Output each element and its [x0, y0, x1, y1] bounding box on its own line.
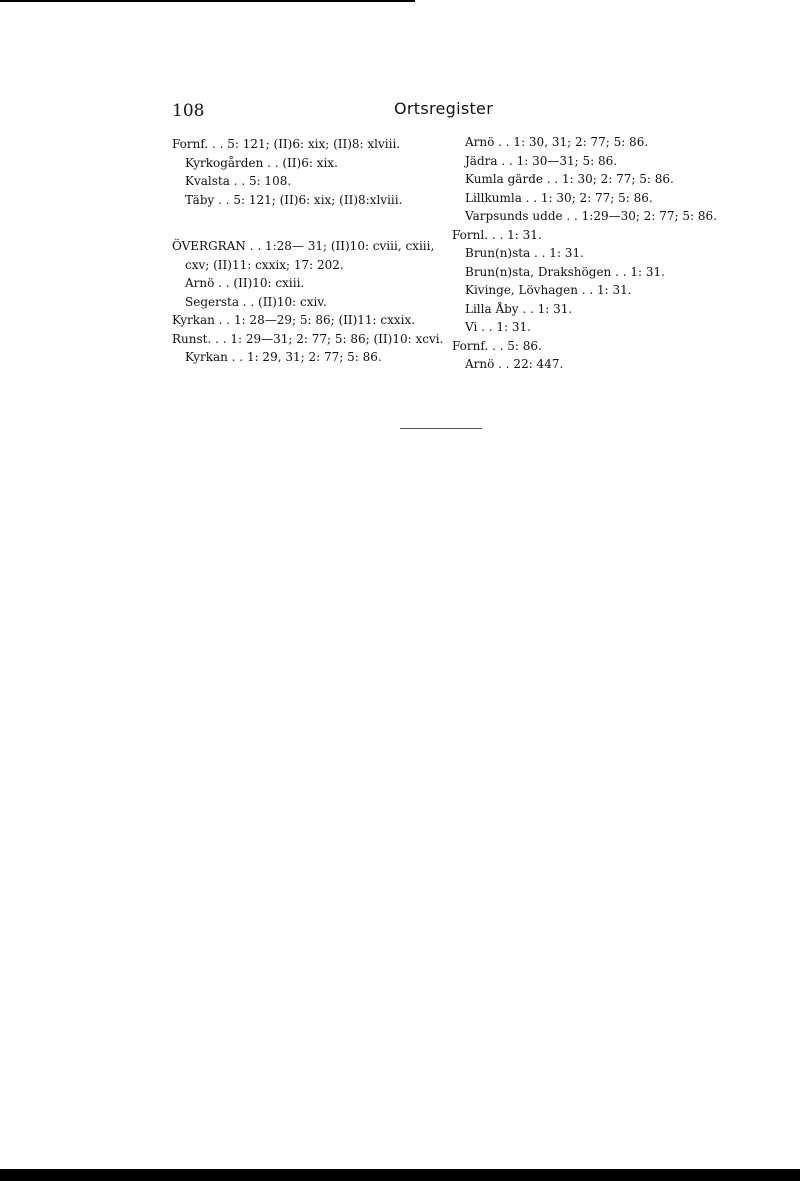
index-entry: Kyrkan . . 1: 28—29; 5: 86; (II)11: cxxix. — [172, 313, 416, 327]
index-subentry: Kumla gärde . . 1: 30; 2: 77; 5: 86. — [465, 172, 674, 186]
index-entry-parish: ÖVERGRAN . . 1:28— 31; (II)10: cviii, cxiii, cxv; (II)11: cxxix; 17: 202. — [172, 239, 435, 272]
index-subentry: Brun(n)sta, Drakshögen . . 1: 31. — [465, 264, 665, 279]
index-subentry: Varpsunds udde . . 1:29—30; 2: 77; 5: 86. — [465, 209, 717, 223]
scan-edge-top — [0, 0, 415, 2]
index-subentry: Täby . . 5: 121; (II)6: xix; (II)8:xlviii. — [185, 192, 403, 207]
index-entry: Fornl. . . 1: 31. — [452, 227, 542, 242]
section-end-rule — [400, 428, 482, 429]
index-subentry: Vi . . 1: 31. — [465, 320, 531, 334]
index-subentry: Segersta . . (II)10: cxiv. — [185, 294, 327, 309]
page-number: 108 — [172, 101, 205, 121]
index-subentry: Arnö . . 22: 447. — [465, 357, 564, 371]
running-head: Ortsregister — [394, 99, 494, 118]
index-column-left — [172, 135, 442, 367]
index-column-right — [452, 133, 717, 374]
entry-gap — [172, 209, 442, 237]
index-subentry: Arnö . . (II)10: cxiii. — [185, 276, 305, 290]
index-entry: Fornf. . . 5: 86. — [452, 338, 542, 353]
index-subentry: Lillkumla . . 1: 30; 2: 77; 5: 86. — [465, 190, 653, 205]
scan-edge-bottom — [0, 1169, 800, 1181]
index-subentry: Kyrkan . . 1: 29, 31; 2: 77; 5: 86. — [185, 350, 382, 364]
index-subentry: Jädra . . 1: 30—31; 5: 86. — [465, 153, 618, 168]
index-subentry: Arnö . . 1: 30, 31; 2: 77; 5: 86. — [465, 135, 649, 149]
index-entry: Runst. . . 1: 29—31; 2: 77; 5: 86; (II)10: xcvi. — [172, 331, 444, 346]
index-subentry: Kvalsta . . 5: 108. — [185, 174, 292, 188]
index-entry: Fornf. . . 5: 121; (II)6: xix; (II)8: xlviii. — [172, 137, 401, 151]
index-subentry: Brun(n)sta . . 1: 31. — [465, 246, 584, 260]
index-subentry: Kivinge, Lövhagen . . 1: 31. — [465, 283, 632, 297]
index-subentry: Kyrkogården . . (II)6: xix. — [185, 155, 338, 170]
index-subentry: Lilla Åby . . 1: 31. — [465, 301, 573, 316]
